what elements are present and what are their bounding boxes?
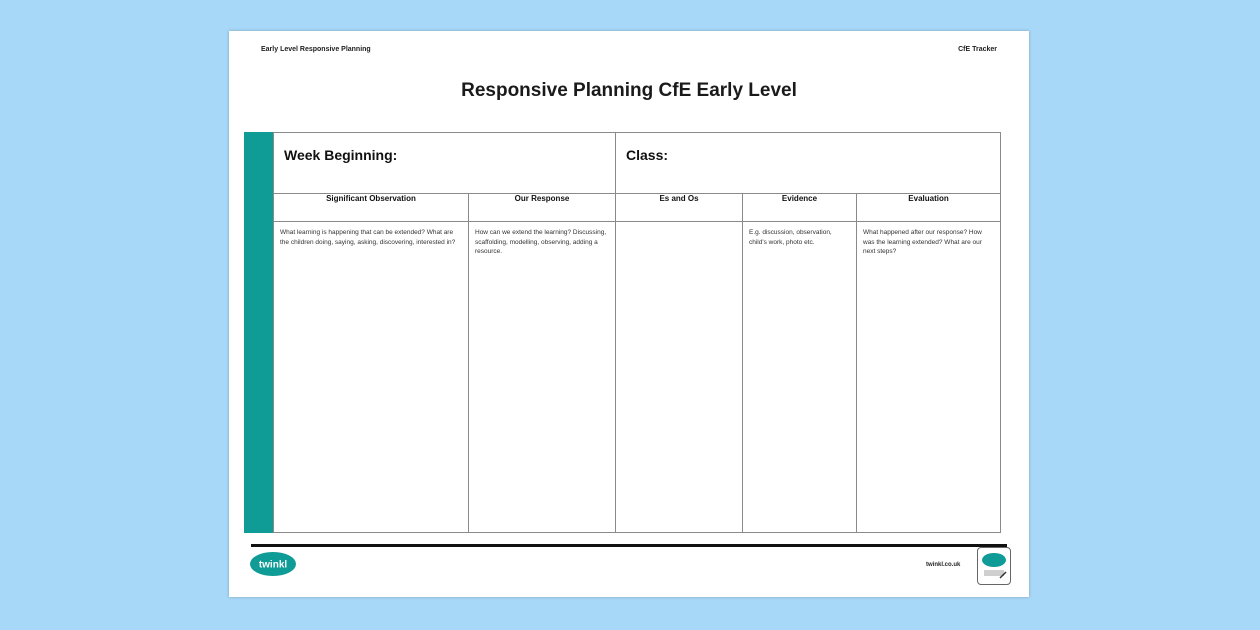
twinkl-logo — [249, 551, 297, 577]
cell-our-response — [469, 222, 616, 533]
site-url: twinkl.co.uk — [926, 562, 961, 568]
column-header-our-response: Our Response — [469, 194, 616, 222]
quality-badge-icon — [977, 547, 1011, 585]
header-right-text: CfE Tracker — [958, 46, 997, 53]
worksheet-page — [229, 31, 1029, 597]
cell-significant-observation — [274, 222, 469, 533]
header-left-text: Early Level Responsive Planning — [261, 46, 371, 53]
logo-text: twinkl — [258, 559, 288, 571]
planning-table — [273, 132, 1001, 533]
cell-evaluation — [857, 222, 1001, 533]
column-header-evidence: Evidence — [743, 194, 857, 222]
column-header-evaluation: Evaluation — [857, 194, 1001, 222]
column-header-es-and-os: Es and Os — [616, 194, 743, 222]
cell-prompt-text: How can we extend the learning? Discussing, scaffolding, modelling, observing, adding a resource. — [475, 229, 607, 255]
class-label: Class: — [616, 133, 1001, 194]
cell-prompt-text — [616, 222, 742, 228]
cell-prompt-text: E.g. discussion, observation, child's work, photo etc. — [749, 229, 832, 246]
column-header-significant-observation: Significant Observation — [274, 194, 469, 222]
week-beginning-label: Week Beginning: — [274, 133, 616, 194]
page-title: Responsive Planning CfE Early Level — [461, 80, 797, 101]
cell-prompt-text: What learning is happening that can be extended? What are the children doing, saying, asking, discovering, interested in? — [280, 229, 456, 246]
accent-bar — [244, 132, 273, 533]
footer-divider — [251, 544, 1007, 547]
cell-prompt-text: What happened after our response? How was the learning extended? What are our next steps? — [863, 229, 982, 255]
cell-evidence — [743, 222, 857, 533]
cell-es-and-os — [616, 222, 743, 533]
